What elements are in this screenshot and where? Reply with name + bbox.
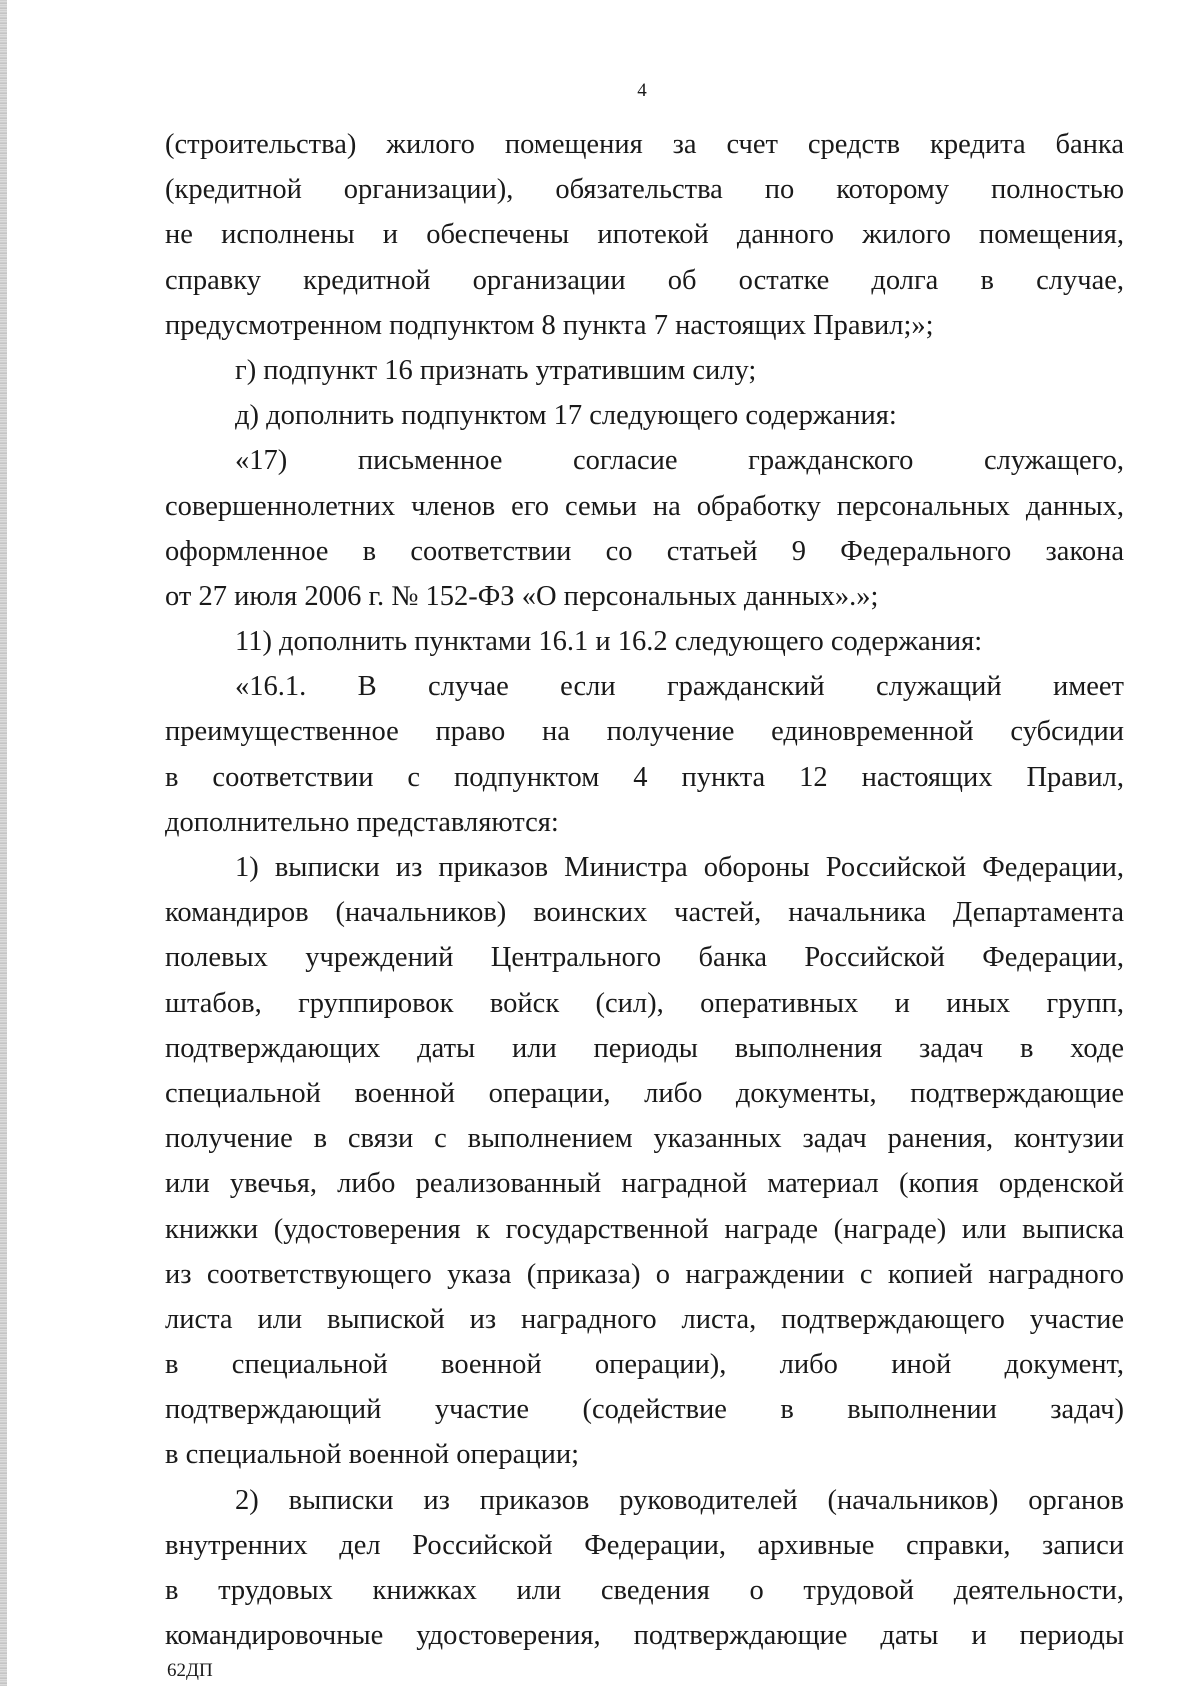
text-line: командировочные удостоверения, подтверждающие даты и периоды	[165, 1620, 1124, 1652]
text-line: преимущественное право на получение единовременной субсидии	[165, 716, 1124, 748]
text-line: внутренних дел Российской Федерации, архивные справки, записи	[165, 1529, 1124, 1561]
text-line: в специальной военной операции), либо иной документ,	[165, 1349, 1124, 1381]
text-line: справку кредитной организации об остатке долга в случае,	[165, 264, 1124, 296]
text-line: получение в связи с выполнением указанных задач ранения, контузии	[165, 1123, 1124, 1155]
text-line: командиров (начальников) воинских частей, начальника Департамента	[165, 897, 1124, 929]
text-line: не исполнены и обеспечены ипотекой данного жилого помещения,	[165, 219, 1124, 251]
text-line: подтверждающих даты или периоды выполнения задач в ходе	[165, 1032, 1124, 1064]
text-line: д) дополнить подпунктом 17 следующего содержания:	[235, 400, 897, 432]
text-line: подтверждающий участие (содействие в выполнении задач)	[165, 1394, 1124, 1426]
text-line: «16.1. В случае если гражданский служащий имеет	[235, 671, 1124, 703]
text-line: оформленное в соответствии со статьей 9 Федерального закона	[165, 535, 1124, 567]
text-line: в трудовых книжках или сведения о трудовой деятельности,	[165, 1575, 1124, 1606]
text-line: листа или выпиской из наградного листа, подтверждающего участие	[165, 1303, 1124, 1335]
text-line: книжки (удостоверения к государственной награде (награде) или выписка	[165, 1213, 1124, 1245]
body-text	[165, 122, 1124, 1658]
text-line: (строительства) жилого помещения за счет средств кредита банка	[165, 129, 1124, 160]
text-line: (кредитной организации), обязательства по которому полностью	[165, 174, 1124, 206]
text-line: 1) выписки из приказов Министра обороны Российской Федерации,	[235, 852, 1124, 883]
text-line: в соответствии с подпунктом 4 пункта 12 настоящих Правил,	[165, 761, 1124, 793]
text-line: в специальной военной операции;	[165, 1439, 580, 1471]
text-line: предусмотренном подпунктом 8 пункта 7 настоящих Правил;»;	[165, 309, 934, 341]
scan-edge-artifact	[0, 0, 7, 1686]
text-line: дополнительно представляются:	[165, 806, 559, 838]
footer-document-code: 62ДП	[167, 1660, 213, 1681]
text-line: «17) письменное согласие гражданского служащего,	[235, 445, 1124, 477]
text-line: из соответствующего указа (приказа) о награждении с копией наградного	[165, 1258, 1124, 1290]
text-line: 11) дополнить пунктами 16.1 и 16.2 следующего содержания:	[235, 626, 983, 658]
page-number: 4	[637, 80, 647, 101]
text-line: полевых учреждений Центрального банка Российской Федерации,	[165, 942, 1124, 974]
text-line: от 27 июля 2006 г. № 152-ФЗ «О персональных данных».»;	[165, 580, 879, 612]
text-line: совершеннолетних членов его семьи на обработку персональных данных,	[165, 490, 1124, 522]
text-line: г) подпункт 16 признать утратившим силу;	[235, 354, 757, 386]
text-line: специальной военной операции, либо документы, подтверждающие	[165, 1077, 1124, 1109]
text-line: или увечья, либо реализованный наградной материал (копия орденской	[165, 1168, 1124, 1200]
text-line: штабов, группировок войск (сил), оперативных и иных групп,	[165, 987, 1124, 1019]
text-line: 2) выписки из приказов руководителей (начальников) органов	[235, 1484, 1124, 1516]
